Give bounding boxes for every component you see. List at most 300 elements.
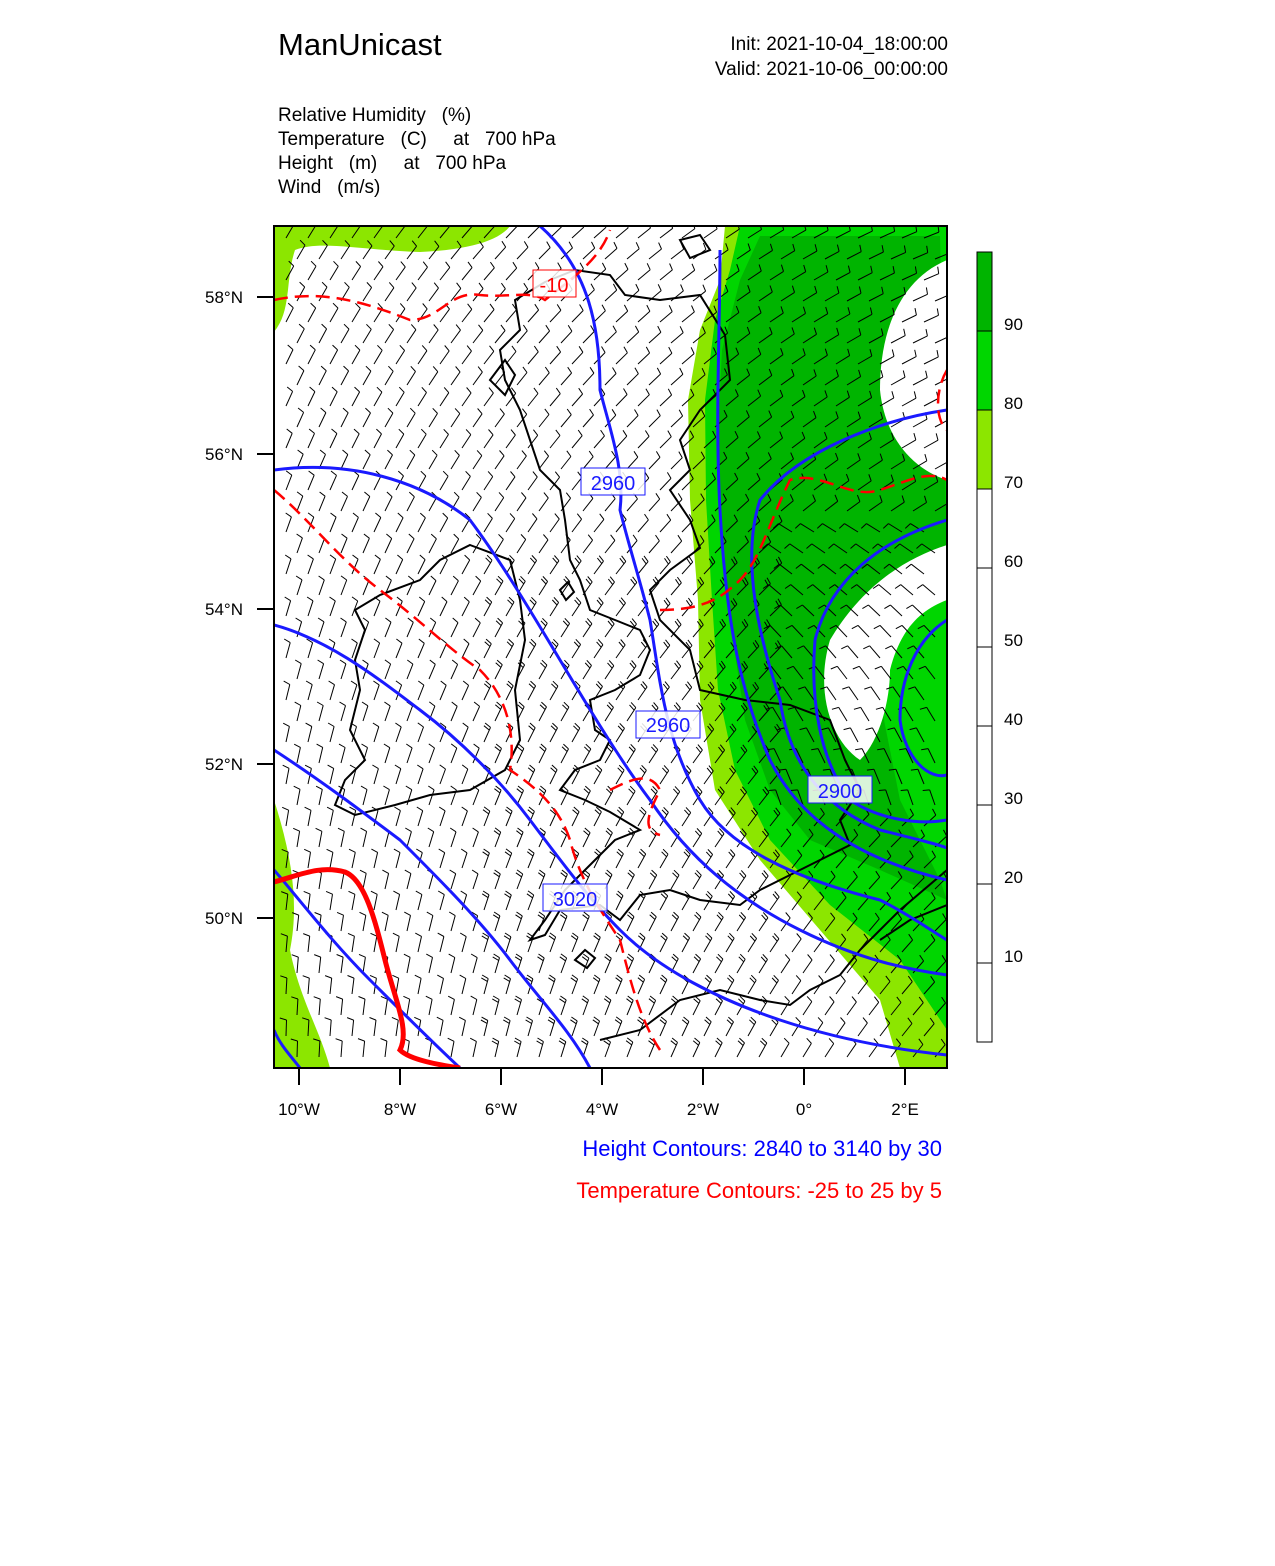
wind-barb-staff [748,939,757,953]
wind-barb-flag [389,282,394,287]
wind-barb-flag [580,305,584,311]
wind-barb-flag [304,891,310,894]
wind-barb-staff [286,391,293,406]
wind-barb-flag [401,220,405,226]
wind-barb-staff [473,456,482,469]
wind-barb-staff [473,874,478,889]
wind-barb-staff [495,331,505,343]
wind-barb-staff [330,475,337,490]
wind-barb-flag [750,936,755,941]
wind-barb-flag [538,1038,544,1042]
wind-barb-staff [660,270,672,280]
wind-barb-staff [341,329,349,343]
wind-barb-staff [396,434,404,448]
wind-barb-flag [294,744,300,747]
wind-barb-flag [577,556,581,561]
wind-barb-flag [474,702,480,706]
lat-label-56: 56°N [205,445,243,464]
wind-barb-staff [627,457,638,469]
wind-barb-flag [769,790,776,791]
wind-barb-staff [627,582,637,595]
wind-barb-staff [341,580,347,595]
wind-barb-staff [484,602,492,616]
wind-barb-flag [352,639,358,643]
wind-barb-flag [624,389,628,395]
lat-label-52: 52°N [205,755,243,774]
wind-barb-flag [560,1038,566,1042]
wind-barb-flag [612,409,616,415]
wind-barb-staff [704,229,717,238]
wind-barb-flag [500,409,504,415]
wind-barb-staff [286,810,289,826]
wind-barb-staff [308,266,316,280]
wind-barb-staff [363,831,367,847]
wind-barb-flag [527,1017,533,1021]
wind-barb-staff [407,748,412,763]
wind-barb-flag [544,451,548,457]
wind-barb-staff [781,1043,789,1057]
wind-barb-staff [363,915,366,931]
wind-barb-staff [671,541,682,553]
wind-barb-staff [363,957,365,973]
wind-barb-staff [374,518,381,533]
wind-barb-flag [305,765,311,768]
wind-barb-staff [341,664,346,679]
wind-barb-flag [681,285,684,291]
wind-barb-flag [359,954,365,957]
wind-barb-flag [361,828,367,831]
wind-barb-flag [344,366,349,371]
wind-barb-flag [518,828,524,832]
wind-barb-staff [649,541,659,553]
wind-barb-flag [570,1020,576,1024]
wind-barb-staff [396,560,403,575]
wind-barb-staff [781,960,790,973]
wind-barb-staff [660,771,669,784]
wind-barb-flag [354,429,359,434]
wind-barb-staff [385,999,387,1015]
wind-barb-staff [638,770,646,784]
wind-barb-flag [555,514,560,519]
wind-barb-staff [484,351,494,364]
wind-barb-staff [495,665,502,679]
wind-barb-flag [684,1017,689,1022]
wind-barb-flag [607,705,612,710]
wind-barb-staff [374,769,378,784]
wind-barb-flag [353,555,359,559]
wind-barb-flag [560,996,566,1000]
wind-barb-flag [566,493,570,499]
wind-barb-flag [808,955,813,960]
wind-barb-flag [445,346,450,351]
wind-barb-flag [453,576,458,581]
height-label-2900: 2900 [817,781,863,803]
wind-barb-staff [594,812,601,826]
wind-barb-flag [616,1017,622,1021]
wind-barb-flag [584,747,589,752]
wind-barb-staff [451,832,456,847]
wind-barb-flag [315,913,322,916]
wind-barb-staff [594,1021,600,1036]
wind-barb-staff [352,685,357,700]
wind-barb-staff [528,686,536,700]
wind-barb-staff [484,811,490,826]
wind-barb-staff [341,873,344,889]
wind-barb-staff [517,498,526,511]
wind-barb-staff [671,1042,678,1057]
wind-barb-flag [344,324,349,329]
wind-barb-staff [638,562,648,574]
wind-barb-staff [583,373,594,385]
wind-barb-flag [428,828,434,832]
colorbar-label-20: 20 [1004,868,1023,887]
wind-barb-flag [526,1020,532,1024]
wind-barb-staff [759,918,768,931]
wind-barb-flag [339,744,345,747]
wind-barb-staff [319,329,327,343]
colorbar-label-90: 90 [1004,315,1023,334]
wind-barb-staff [297,538,302,553]
wind-barb-flag [371,849,377,852]
wind-barb-staff [462,1020,465,1036]
wind-barb-flag [408,576,413,581]
wind-barb-flag [568,325,572,331]
wind-barb-flag [438,891,444,895]
wind-barb-flag [451,786,457,790]
wind-barb-flag [529,849,535,853]
wind-barb-flag [336,997,343,1000]
wind-barb-staff [429,832,434,847]
colorbar-label-60: 60 [1004,552,1023,571]
wind-barb-flag [406,744,412,748]
wind-barb-flag [342,534,348,538]
wind-barb-staff [539,749,546,763]
wind-barb-flag [409,534,414,539]
wind-barb-flag [692,306,695,312]
wind-barb-flag [762,1038,767,1043]
wind-barb-staff [286,350,293,364]
wind-barb-staff [627,708,636,721]
wind-barb-flag [807,1038,812,1043]
wind-barb-staff [627,332,639,343]
wind-barb-flag [592,242,595,248]
wind-barb-flag [796,1017,801,1022]
wind-barb-staff [495,456,504,469]
wind-barb-flag [504,1017,510,1021]
wind-barb-staff [572,227,584,238]
wind-barb-staff [396,392,404,406]
wind-barb-flag [286,513,292,517]
wind-barb-staff [616,603,626,616]
wind-barb-flag [672,1038,677,1042]
wind-barb-flag [442,597,447,602]
wind-barb-staff [583,415,594,427]
wind-barb-staff [583,833,590,847]
wind-barb-staff [429,748,435,763]
wind-barb-staff [418,434,426,448]
wind-barb-staff [319,287,327,301]
wind-barb-staff [660,896,668,910]
wind-barb-flag [466,429,471,434]
wind-barb-flag [297,492,303,496]
wind-barb-flag [786,913,791,918]
wind-barb-staff [517,247,528,259]
wind-barb-flag [420,513,425,518]
wind-barb-flag [535,262,539,268]
wind-barb-staff [737,918,746,932]
wind-barb-flag [311,261,316,266]
wind-barb-staff [539,582,548,596]
wind-barb-flag [405,870,411,873]
wind-barb-staff [451,455,459,469]
wind-barb-staff [539,456,549,469]
wind-barb-flag [557,304,561,310]
wind-barb-flag [686,600,690,606]
wind-barb-flag [659,243,662,249]
wind-barb-flag [420,555,425,560]
wind-barb-staff [341,622,346,637]
wind-barb-flag [479,283,483,289]
wind-barb-flag [772,978,777,983]
wind-barb-staff [363,329,371,343]
wind-barb-flag [419,639,425,643]
wind-barb-staff [407,790,412,805]
wind-barb-flag [608,579,612,585]
wind-barb-flag [561,954,567,958]
wind-barb-staff [451,372,460,385]
wind-barb-staff [286,601,291,616]
wind-barb-flag [452,702,458,706]
ireland-coast [335,545,525,815]
wind-barb-flag [470,1038,476,1041]
wind-barb-staff [539,331,550,343]
wind-barb-staff [330,852,333,868]
wind-barb-flag [645,431,649,437]
wind-barb-flag [678,535,682,541]
wind-barb-flag [656,535,660,541]
wind-barb-flag [652,705,657,710]
wind-barb-staff [506,310,516,322]
wind-barb-flag [841,976,845,982]
wind-barb-flag [361,786,367,789]
wind-barb-staff [605,958,611,973]
wind-barb-flag [418,723,424,727]
wind-barb-flag [687,559,691,565]
wind-barb-staff [407,915,411,931]
wind-barb-flag [688,598,692,604]
wind-barb-flag [577,514,581,520]
wind-barb-staff [407,664,413,679]
wind-barb-flag [483,852,489,856]
wind-barb-staff [440,434,449,448]
wind-barb-staff [440,351,449,364]
wind-barb-staff [825,1002,834,1015]
wind-barb-flag [345,282,350,287]
wind-barb-flag [538,915,544,919]
wind-barb-flag [359,997,366,1000]
wind-barb-flag [423,262,427,268]
wind-barb-flag [327,807,333,810]
wind-barb-flag [441,681,447,685]
wind-barb-staff [330,1020,331,1036]
wind-barb-staff [418,685,424,700]
wind-barb-staff [605,624,614,637]
wind-barb-staff [286,559,291,574]
wind-barb-staff [440,602,447,616]
wind-barb-flag [679,410,682,416]
wind-barb-staff [286,433,292,448]
wind-barb-staff [572,519,582,532]
wind-barb-flag [427,912,433,915]
wind-barb-flag [308,555,314,559]
wind-barb-flag [292,955,299,957]
wind-barb-staff [638,395,649,406]
wind-barb-flag [437,975,443,978]
wind-barb-staff [418,727,424,742]
wind-barb-flag [829,1038,834,1043]
wind-barb-staff [682,896,690,910]
wind-barb-staff [374,559,380,574]
wind-barb-flag [387,450,392,455]
wind-barb-staff [418,267,428,280]
wind-barb-flag [567,451,571,457]
wind-barb-flag [379,220,384,225]
wind-barb-staff [517,373,527,386]
wind-barb-flag [527,852,533,856]
wind-barb-flag [797,934,802,939]
wind-barb-flag [532,514,537,519]
wind-barb-staff [396,351,405,365]
wind-barb-flag [397,597,402,601]
wind-barb-staff [649,875,657,889]
wind-barb-flag [460,975,466,978]
field-relative-humidity: Relative Humidity (%) [278,105,472,126]
wind-barb-flag [501,283,505,289]
wind-barb-flag [418,681,424,685]
wind-barb-staff [660,1021,667,1036]
wind-barb-flag [506,849,512,853]
wind-barb-staff [682,354,694,364]
wind-barb-flag [949,288,950,295]
wind-barb-flag [437,1017,443,1020]
wind-barb-staff [396,267,405,280]
wind-barb-staff [528,561,537,575]
wind-barb-flag [524,241,528,247]
wind-barb-flag [539,954,545,958]
wind-barb-staff [330,894,333,910]
wind-barb-staff [704,1022,711,1036]
wind-barb-staff [803,960,812,973]
wind-barb-staff [561,707,569,721]
field-height: Height (m) at 700 hPa [278,153,507,174]
wind-barb-flag [472,870,478,874]
wind-barb-flag [399,429,404,434]
wind-barb-staff [385,371,393,385]
wind-barb-flag [515,999,521,1003]
wind-barb-flag [618,726,623,731]
wind-barb-flag [384,702,390,706]
wind-barb-flag [462,807,468,811]
wind-barb-staff [319,999,320,1015]
wind-barb-staff [330,768,334,784]
wind-barb-staff [682,813,691,826]
wind-barb-staff [352,434,359,448]
wind-barb-flag [394,807,400,811]
wind-barb-flag [594,975,600,979]
wind-barb-flag [863,1018,867,1023]
wind-barb-staff [385,288,394,301]
wind-barb-flag [582,957,588,961]
wind-barb-staff [440,937,444,953]
wind-barb-staff [473,247,483,259]
wind-barb-flag [511,472,516,477]
wind-barb-staff [660,437,671,448]
wind-barb-staff [297,915,299,931]
wind-barb-staff [671,666,681,679]
wind-barb-staff [550,728,558,742]
wind-barb-staff [473,832,478,847]
wind-barb-staff [495,498,504,511]
wind-barb-flag [356,261,361,266]
wind-barb-flag [439,849,445,853]
wind-barb-staff [616,436,627,448]
wind-barb-flag [493,996,499,1000]
wind-barb-flag [514,1041,520,1044]
wind-barb-staff [649,374,661,385]
wind-barb-flag [431,534,436,539]
wind-barb-flag [714,264,717,271]
wind-barb-staff [407,455,415,469]
wind-barb-flag [654,703,659,708]
wind-barb-staff [539,958,544,973]
wind-barb-staff [451,414,460,427]
wind-barb-staff [341,999,343,1015]
wind-barb-staff [286,308,293,322]
wind-barb-staff [374,643,380,658]
wind-barb-staff [561,916,567,931]
wind-barb-flag [493,915,499,919]
wind-barb-staff [594,979,600,994]
wind-barb-staff [407,330,416,343]
wind-barb-flag [494,954,500,958]
wind-barb-flag [308,513,314,517]
wind-barb-flag [396,681,402,685]
wind-barb-staff [770,939,779,952]
wind-barb-flag [706,1017,711,1022]
wind-barb-staff [429,413,438,427]
wind-barb-staff [660,395,672,406]
wind-barb-staff [374,894,377,910]
wind-barb-flag [639,975,644,979]
wind-barb-flag [285,555,291,559]
lat-label-54: 54°N [205,600,243,619]
wind-barb-flag [331,513,337,517]
wind-barb-flag [352,597,358,601]
wind-barb-staff [440,267,450,280]
wind-barb-staff [682,270,695,280]
wind-barb-flag [426,996,432,999]
wind-barb-flag [322,282,327,287]
wind-barb-flag [488,513,493,518]
wind-barb-flag [676,579,680,585]
wind-barb-flag [695,831,700,836]
wind-barb-staff [462,476,470,490]
wind-barb-flag [451,744,457,748]
wind-barb-staff [297,1041,298,1057]
wind-barb-staff [341,831,344,847]
wind-barb-staff [825,1044,834,1057]
wind-barb-staff [385,1041,387,1057]
